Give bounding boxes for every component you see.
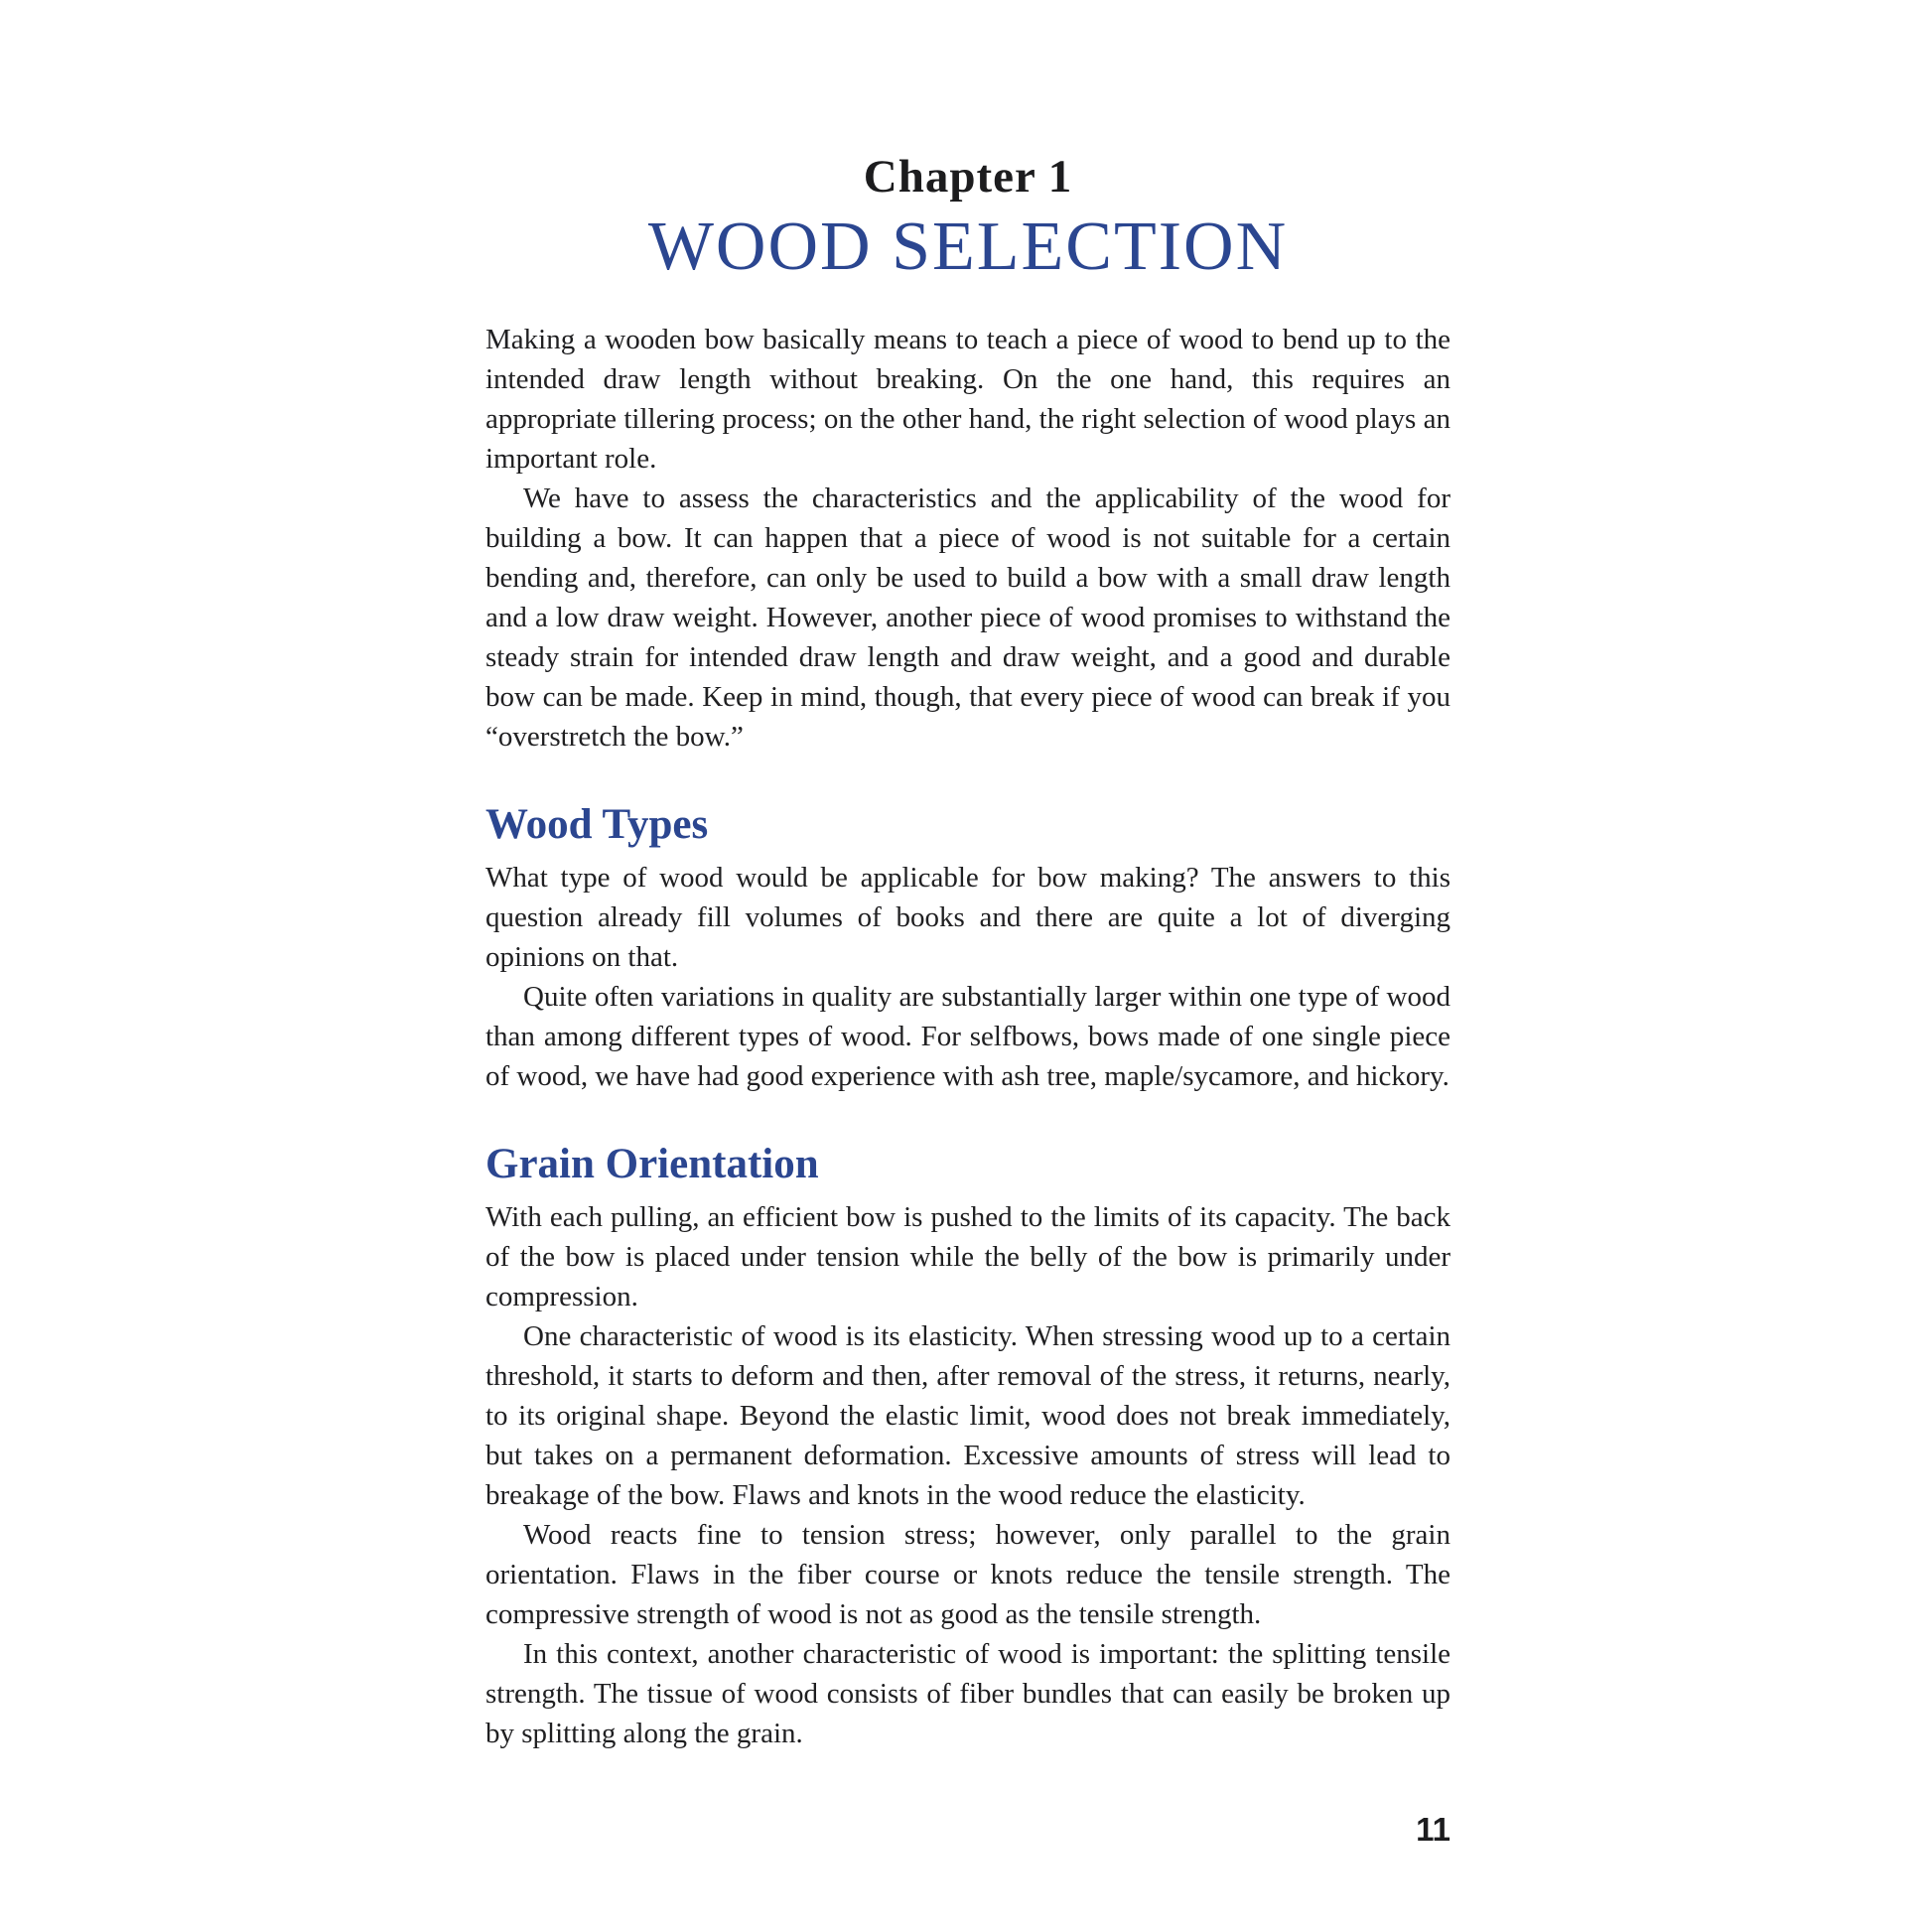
chapter-label: Chapter 1 — [863, 151, 1073, 203]
section-paragraph: One characteristic of wood is its elasticity. When stressing wood up to a certain threshold, it starts to deform and then, after removal of the stress, it returns, nearly, to its original shape. Beyond the elastic limit, wood does not break immediately, but takes on a permanent deformation. Excessive amounts of stress will lead to breakage of the bow. Flaws and knots in the wood reduce the elasticity. — [485, 1320, 1450, 1511]
intro-section — [485, 320, 1450, 757]
section-heading-grain-orientation: Grain Orientation — [485, 1141, 819, 1187]
page-number: 11 — [1416, 1811, 1450, 1848]
section-paragraph: What type of wood would be applicable for bow making? The answers to this question already fill volumes of books and there are quite a lot of diverging opinions on that. — [485, 862, 1450, 973]
section-paragraph: Quite often variations in quality are substantially larger within one type of wood than among different types of wood. For selfbows, bows made of one single piece of wood, we have had good experience with ash tree, maple/sycamore, and hickory. — [485, 981, 1450, 1092]
section-paragraph: In this context, another characteristic of wood is important: the splitting tensile strength. The tissue of wood consists of fiber bundles that can easily be broken up by splitting along the grain. — [485, 1638, 1450, 1749]
page-title: WOOD SELECTION — [647, 208, 1289, 285]
section-wood-types — [485, 858, 1450, 1096]
section-paragraph: Wood reacts fine to tension stress; however, only parallel to the grain orientation. Flaws in the fiber course or knots reduce the tensile strength. The compressive strength of wood is not as good as the tensile strength. — [485, 1519, 1450, 1630]
section-grain-orientation — [485, 1197, 1450, 1753]
section-heading-wood-types: Wood Types — [485, 801, 709, 848]
intro-paragraph: Making a wooden bow basically means to teach a piece of wood to bend up to the intended draw length without breaking. On the one hand, this requires an appropriate tillering process; on the other hand, the right selection of wood plays an important role. — [485, 324, 1450, 475]
intro-paragraph: We have to assess the characteristics and the applicability of the wood for building a bow. It can happen that a piece of wood is not suitable for a certain bending and, therefore, can only be used to build a bow with a small draw length and a low draw weight. However, another piece of wood promises to withstand the steady strain for intended draw length and draw weight, and a good and durable bow can be made. Keep in mind, though, that every piece of wood can break if you “overstretch the bow.” — [485, 483, 1450, 753]
section-paragraph: With each pulling, an efficient bow is pushed to the limits of its capacity. The back of the bow is placed under tension while the belly of the bow is primarily under compression. — [485, 1201, 1450, 1312]
text-column — [485, 149, 1450, 1753]
